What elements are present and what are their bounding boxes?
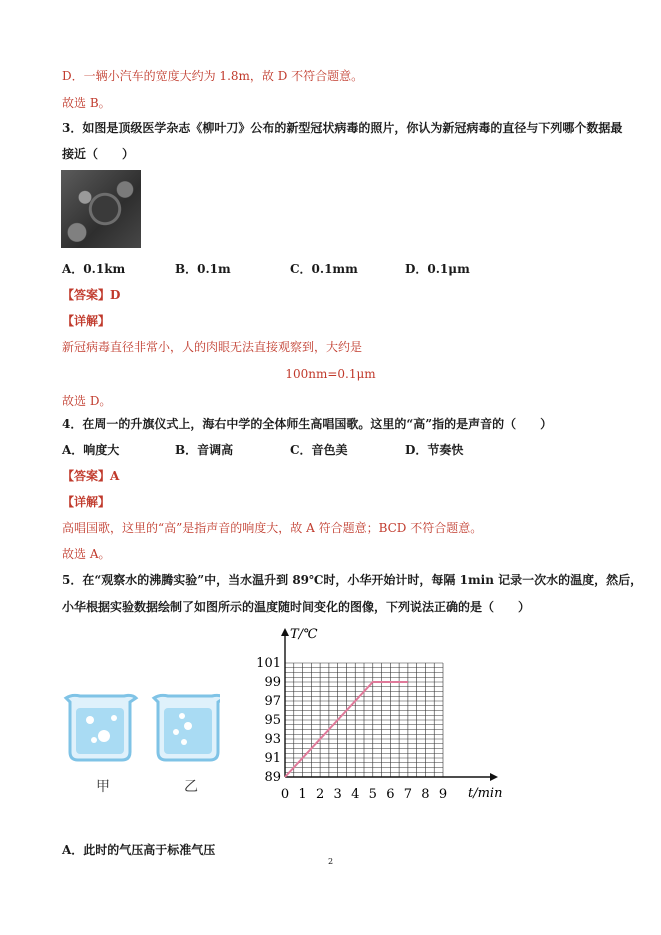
temperature-time-graph — [250, 622, 520, 807]
y-axis-label: T/℃ — [290, 627, 318, 642]
beakers-figure — [60, 690, 220, 810]
virus-photo — [61, 170, 141, 248]
q3-explanation: 新冠病毒直径非常小，人的肉眼无法直接观察到，大约是 — [62, 340, 363, 354]
x-tick-label: 0 — [280, 787, 290, 802]
q3-option-a: A．0.1km — [62, 262, 126, 276]
beaker-icon — [66, 695, 136, 760]
x-tick-label: 7 — [403, 787, 413, 802]
y-tick-label: 95 — [264, 713, 281, 728]
beaker-label-yi: 乙 — [184, 779, 198, 795]
q4-option-a: A．响度大 — [62, 443, 120, 457]
q3-select: 故选 D。 — [62, 394, 112, 408]
q4-detail-label: 【详解】 — [62, 495, 111, 509]
beaker-label-jia: 甲 — [96, 779, 110, 795]
x-tick-label: 1 — [298, 787, 307, 802]
question-5-line2: 小华根据实验数据绘制了如图所示的温度随时间变化的图像，下列说法正确的是（ ） — [62, 600, 531, 614]
x-tick-label: 4 — [351, 787, 360, 802]
option-d-explanation: D．一辆小汽车的宽度大约为 1.8m，故 D 不符合题意。 — [62, 69, 364, 83]
q3-answer: 【答案】D — [62, 288, 121, 302]
q4-answer: 【答案】A — [62, 469, 120, 483]
x-tick-label: 3 — [333, 787, 342, 802]
x-axis-arrow — [490, 773, 498, 781]
q4-option-d: D．节奏快 — [405, 443, 464, 457]
q3-formula: 100nm=0.1μm — [285, 367, 376, 381]
y-tick-label: 91 — [264, 751, 281, 766]
x-tick-labels — [281, 787, 447, 802]
x-tick-label: 9 — [438, 787, 448, 802]
beaker-icon — [154, 695, 220, 760]
x-tick-label: 5 — [368, 787, 377, 802]
y-axis-arrow — [281, 628, 289, 636]
y-tick-labels — [256, 656, 281, 785]
graph-grid — [285, 663, 443, 777]
question-3-line2: 接近（ ） — [62, 147, 135, 161]
q3-detail-label: 【详解】 — [62, 314, 111, 328]
y-tick-label: 89 — [264, 770, 281, 785]
x-axis-label: t/min — [468, 786, 503, 801]
question-3-line1: 3．如图是顶级医学杂志《柳叶刀》公布的新型冠状病毒的照片，你认为新冠病毒的直径与下列哪个数据最 — [62, 121, 623, 135]
y-tick-label: 93 — [264, 732, 281, 747]
q3-option-c: C．0.1mm — [290, 262, 358, 276]
q4-select: 故选 A。 — [62, 547, 111, 561]
y-tick-label: 99 — [264, 675, 281, 690]
q4-explanation: 高唱国歌，这里的“高”是指声音的响度大，故 A 符合题意；BCD 不符合题意。 — [62, 521, 483, 535]
q4-option-b: B．音调高 — [175, 443, 234, 457]
question-5-line1: 5．在“观察水的沸腾实验”中，当水温升到 89℃时，小华开始计时，每隔 1min 记录一次水的温度，然后， — [62, 573, 643, 587]
question-4: 4．在周一的升旗仪式上，海右中学的全体师生高唱国歌。这里的“高”指的是声音的（ ） — [62, 417, 553, 431]
q5-option-a: A．此时的气压高于标准气压 — [62, 843, 216, 857]
q3-option-d: D．0.1μm — [405, 262, 470, 276]
q3-option-b: B．0.1m — [175, 262, 231, 276]
x-tick-label: 8 — [421, 787, 430, 802]
x-tick-label: 6 — [386, 787, 395, 802]
y-tick-label: 97 — [264, 694, 281, 709]
y-tick-label: 101 — [256, 656, 281, 671]
page-number: 2 — [327, 857, 334, 866]
x-tick-label: 2 — [315, 787, 325, 802]
select-b: 故选 B。 — [62, 96, 111, 110]
q4-option-c: C．音色美 — [290, 443, 348, 457]
